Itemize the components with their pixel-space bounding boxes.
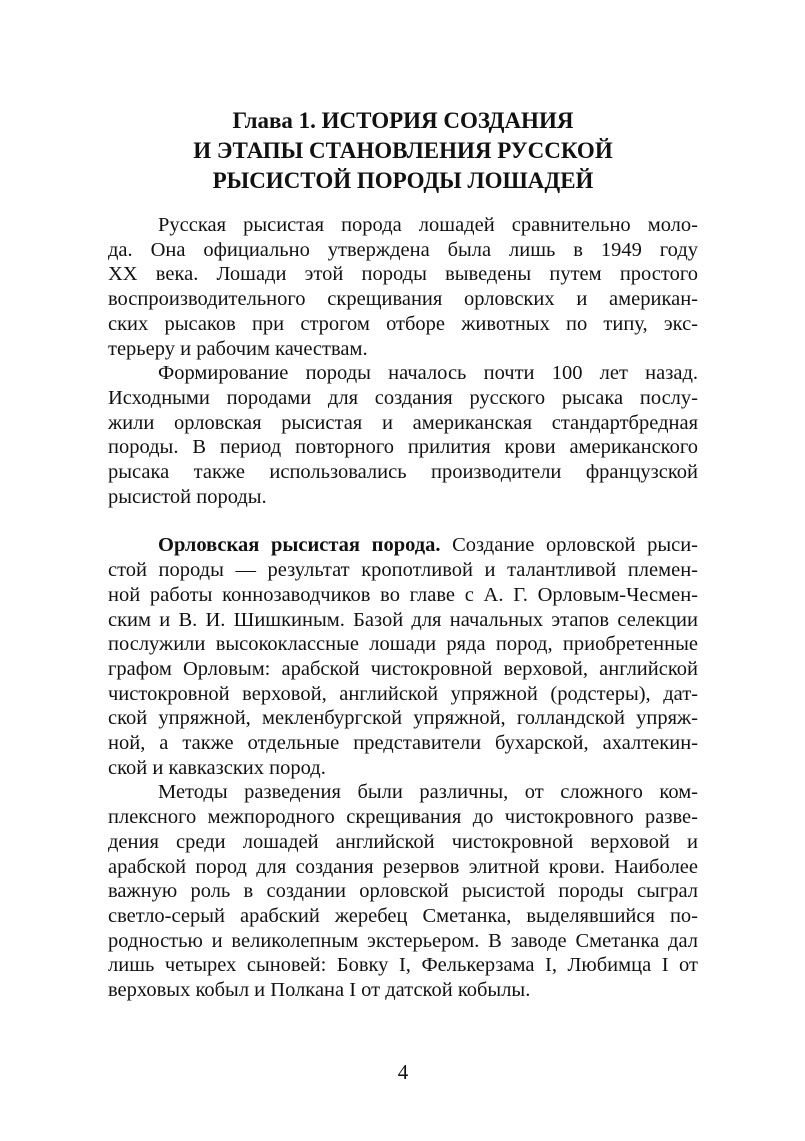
text-line: светло-серый арабский жеребец Сметанка, выделявшийся по- xyxy=(108,904,698,927)
text-line: родностью и великолепным экстерьером. В заводе Сметанка дал xyxy=(108,929,698,952)
text-line xyxy=(108,533,698,558)
text-line: ской и кавказских пород. xyxy=(108,756,326,779)
chapter-title-line: И ЭТАПЫ СТАНОВЛЕНИЯ РУССКОЙ xyxy=(193,138,613,163)
text-line: дения среди лошадей английской чистокровной верховой и xyxy=(108,830,698,853)
text-line: стой породы — результат кропотливой и талантливой племен- xyxy=(108,559,698,582)
chapter-title-line: РЫСИСТОЙ ПОРОДЫ ЛОШАДЕЙ xyxy=(212,168,594,193)
text-line: терьеру и рабочим качествам. xyxy=(108,337,368,360)
text-line: рысака также использовались производители французской xyxy=(108,461,698,484)
section-lead: Орловская рысистая порода. xyxy=(158,534,441,557)
paragraph-orlov-breed xyxy=(108,533,698,780)
text-line-rest: Создание орловской рыси- xyxy=(440,534,698,557)
text-line: Методы разведения были различны, от сложного ком- xyxy=(158,781,698,804)
document-page xyxy=(108,0,698,1141)
text-line: породы. В период повторного прилития крови американского xyxy=(108,436,698,459)
text-line: верховых кобыл и Полкана I от датской кобылы. xyxy=(108,979,531,1002)
text-line: Исходными породами для создания русского рысака послу- xyxy=(108,386,698,409)
text-line: жили орловская рысистая и американская стандартбредная xyxy=(108,411,698,434)
page-number: 4 xyxy=(397,1060,409,1084)
text-line: да. Она официально утверждена была лишь в 1949 году xyxy=(108,238,698,261)
text-line: Формирование породы началось почти 100 лет назад. xyxy=(158,362,698,385)
text-line: XX века. Лошади этой породы выведены путем простого xyxy=(108,263,698,286)
text-line: плексного межпородного скрещивания до чистокровного разве- xyxy=(108,806,698,829)
text-line: ской упряжной, мекленбургской упряжной, голландской упряж- xyxy=(108,707,698,730)
text-line: лишь четырех сыновей: Бовку I, Фелькерзама I, Любимца I от xyxy=(108,954,698,977)
text-line: важную роль в создании орловской рысистой породы сыграл xyxy=(108,880,698,903)
text-line: рысистой породы. xyxy=(108,485,267,508)
text-line: ной, а также отдельные представители бухарской, ахалтекин- xyxy=(108,732,698,755)
text-line: Русская рысистая порода лошадей сравнительно моло- xyxy=(158,214,698,236)
text-line: ной работы коннозаводчиков во главе с А. Г. Орловым-Чесмен- xyxy=(108,583,698,606)
text-line: воспроизводительного скрещивания орловских и американ- xyxy=(108,288,698,311)
text-line: послужили высококлассные лошади ряда пород, приобретенные xyxy=(108,633,698,656)
paragraph-gap xyxy=(108,509,698,533)
chapter-title-line: Глава 1. ИСТОРИЯ СОЗДАНИЯ xyxy=(232,108,574,133)
body-text xyxy=(108,213,698,1003)
text-line: графом Орловым: арабской чистокровной верховой, английской xyxy=(108,657,698,680)
text-line: чистокровной верховой, английской упряжной (родстеры), дат- xyxy=(108,682,698,705)
text-line: ских рысаков при строгом отборе животных по типу, экс- xyxy=(108,312,698,335)
chapter-title xyxy=(108,106,698,196)
text-line: арабской пород для создания резервов элитной крови. Наиболее xyxy=(108,855,698,878)
paragraph-breeding-methods xyxy=(108,780,698,1002)
paragraph-formation xyxy=(108,361,698,509)
paragraph-intro xyxy=(108,213,698,361)
text-line: ским и В. И. Шишкиным. Базой для начальных этапов селекции xyxy=(108,608,698,631)
